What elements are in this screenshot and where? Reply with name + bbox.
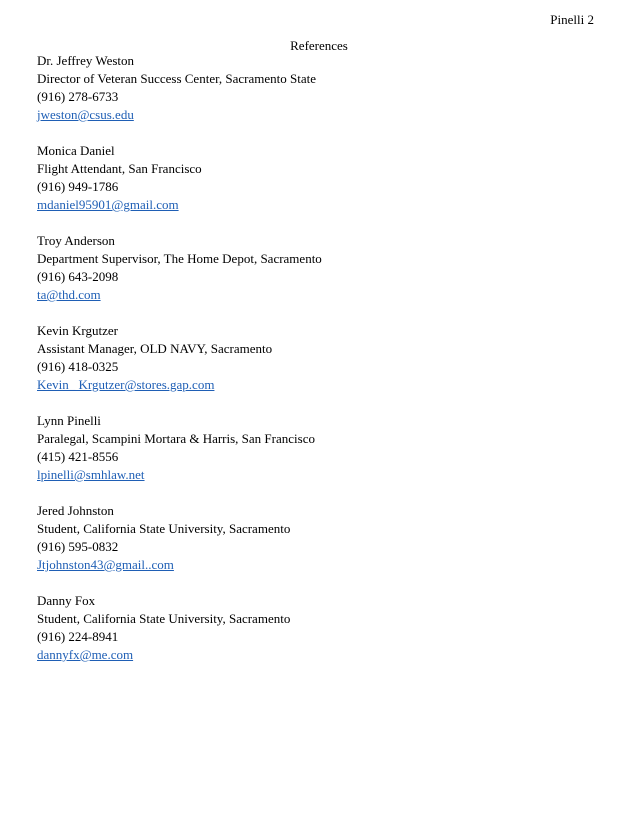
reference-position: Flight Attendant, San Francisco <box>37 161 202 176</box>
reference-entry <box>37 52 597 124</box>
page-title: References <box>290 38 348 53</box>
reference-email-link[interactable]: ta@thd.com <box>37 287 101 302</box>
reference-phone: (916) 278-6733 <box>37 89 119 104</box>
reference-name: Jered Johnston <box>37 503 114 518</box>
reference-phone: (916) 595-0832 <box>37 539 119 554</box>
reference-name: Dr. Jeffrey Weston <box>37 53 135 68</box>
reference-name: Kevin Krgutzer <box>37 323 118 338</box>
reference-position: Paralegal, Scampini Mortara & Harris, San Francisco <box>37 431 315 446</box>
reference-entry <box>37 232 597 304</box>
references-list <box>37 52 597 682</box>
reference-entry <box>37 502 597 574</box>
reference-name: Monica Daniel <box>37 143 115 158</box>
reference-name: Lynn Pinelli <box>37 413 101 428</box>
reference-position: Director of Veteran Success Center, Sacramento State <box>37 71 316 86</box>
reference-position: Student, California State University, Sacramento <box>37 521 291 536</box>
reference-phone: (916) 949-1786 <box>37 179 119 194</box>
reference-email-link[interactable]: jweston@csus.edu <box>37 107 134 122</box>
reference-phone: (916) 643-2098 <box>37 269 119 284</box>
reference-email-link[interactable]: lpinelli@smhlaw.net <box>37 467 145 482</box>
reference-entry <box>37 592 597 664</box>
reference-email-link[interactable]: mdaniel95901@gmail.com <box>37 197 179 212</box>
reference-position: Department Supervisor, The Home Depot, Sacramento <box>37 251 322 266</box>
reference-position: Student, California State University, Sacramento <box>37 611 291 626</box>
reference-entry <box>37 142 597 214</box>
reference-email-link[interactable]: dannyfx@me.com <box>37 647 134 662</box>
reference-entry <box>37 412 597 484</box>
reference-email-link[interactable]: Jtjohnston43@gmail..com <box>37 557 174 572</box>
running-head: Pinelli 2 <box>550 12 594 27</box>
reference-phone: (415) 421-8556 <box>37 449 119 464</box>
reference-phone: (916) 224-8941 <box>37 629 119 644</box>
reference-entry <box>37 322 597 394</box>
reference-name: Danny Fox <box>37 593 96 608</box>
reference-phone: (916) 418-0325 <box>37 359 119 374</box>
reference-email-link[interactable]: Kevin_ Krgutzer@stores.gap.com <box>37 377 215 392</box>
reference-position: Assistant Manager, OLD NAVY, Sacramento <box>37 341 273 356</box>
reference-name: Troy Anderson <box>37 233 115 248</box>
